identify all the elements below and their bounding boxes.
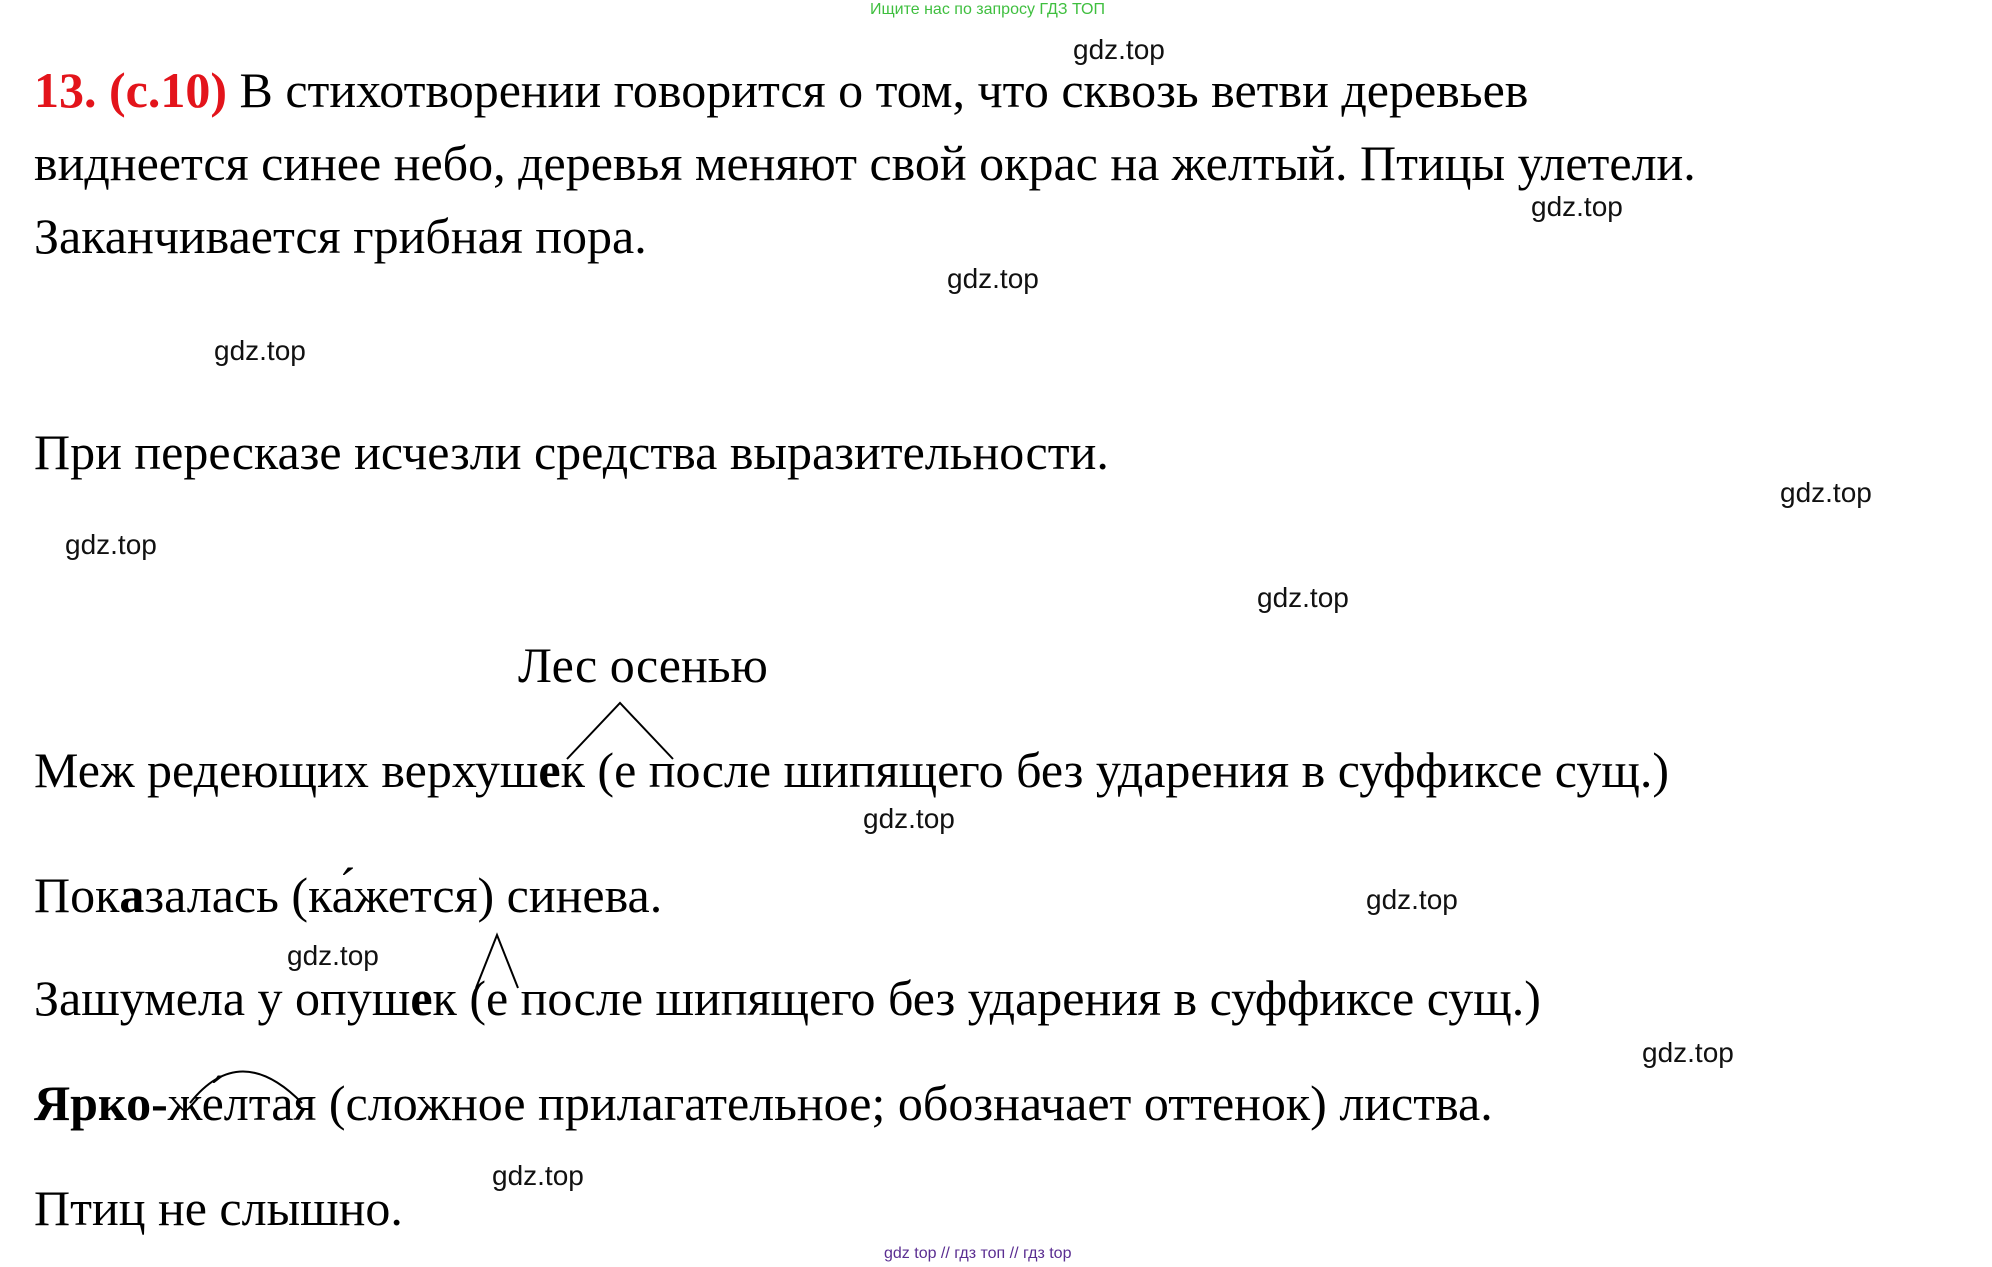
poem-line-2-highlight: а xyxy=(119,867,145,923)
poem-line-4-end: (сложное прилагательное; обозначает оттенок) листва. xyxy=(316,1075,1493,1131)
retelling-note: При пересказе исчезли средства выразительности. xyxy=(34,424,1109,480)
suffix-mark-2 xyxy=(476,935,518,988)
poem-line-4-root-word: же́лтая xyxy=(167,1075,317,1131)
watermark: gdz.top xyxy=(1780,477,1872,508)
poem-line-1-highlight: е xyxy=(538,742,561,798)
task-number: 13. (с.10) xyxy=(34,62,227,118)
poem-line-1-start: Меж редеющих верхуш xyxy=(34,742,539,798)
poem-line-5: Птиц не слышно. xyxy=(34,1180,403,1236)
task-text: В стихотворении говорится о том, что сквозь ветви деревьев xyxy=(227,62,1529,118)
poem-line-1-end: к (е после шипящего без ударения в суффиксе сущ.) xyxy=(560,742,1669,798)
watermark: gdz.top xyxy=(1642,1037,1734,1068)
poem-line-3-highlight: е xyxy=(410,970,433,1026)
watermark: gdz.top xyxy=(947,263,1039,294)
task-line-2: виднеется синее небо, деревья меняют свой окрас на желтый. Птицы улетели. xyxy=(34,135,1696,191)
watermark: gdz.top xyxy=(287,940,379,971)
poem-line-2-start: Пок xyxy=(34,867,120,923)
watermark: gdz.top xyxy=(1073,34,1165,65)
watermark: gdz.top xyxy=(492,1160,584,1191)
poem-line-3-start: Зашумела у опуш xyxy=(34,970,411,1026)
watermark: gdz.top xyxy=(214,335,306,366)
poem-title: Лес осенью xyxy=(518,637,768,693)
poem-line-4-bold: Ярко- xyxy=(34,1075,168,1131)
header-note: Ищите нас по запросу ГДЗ ТОП xyxy=(870,1,1105,18)
footer-links[interactable]: gdz top // гдз топ // гдз top xyxy=(884,1245,1072,1262)
poem-line-2-end: залась (ка́жется) синева. xyxy=(144,867,663,923)
watermark: gdz.top xyxy=(1366,884,1458,915)
watermark: gdz.top xyxy=(1257,582,1349,613)
task-line-3: Заканчивается грибная пора. xyxy=(34,208,647,264)
watermark: gdz.top xyxy=(65,529,157,560)
watermark: gdz.top xyxy=(863,803,955,834)
poem-line-3-end: к (е после шипящего без ударения в суффиксе сущ.) xyxy=(432,970,1541,1026)
suffix-mark-1 xyxy=(567,703,673,759)
root-arc xyxy=(190,1072,302,1104)
watermark: gdz.top xyxy=(1531,191,1623,222)
